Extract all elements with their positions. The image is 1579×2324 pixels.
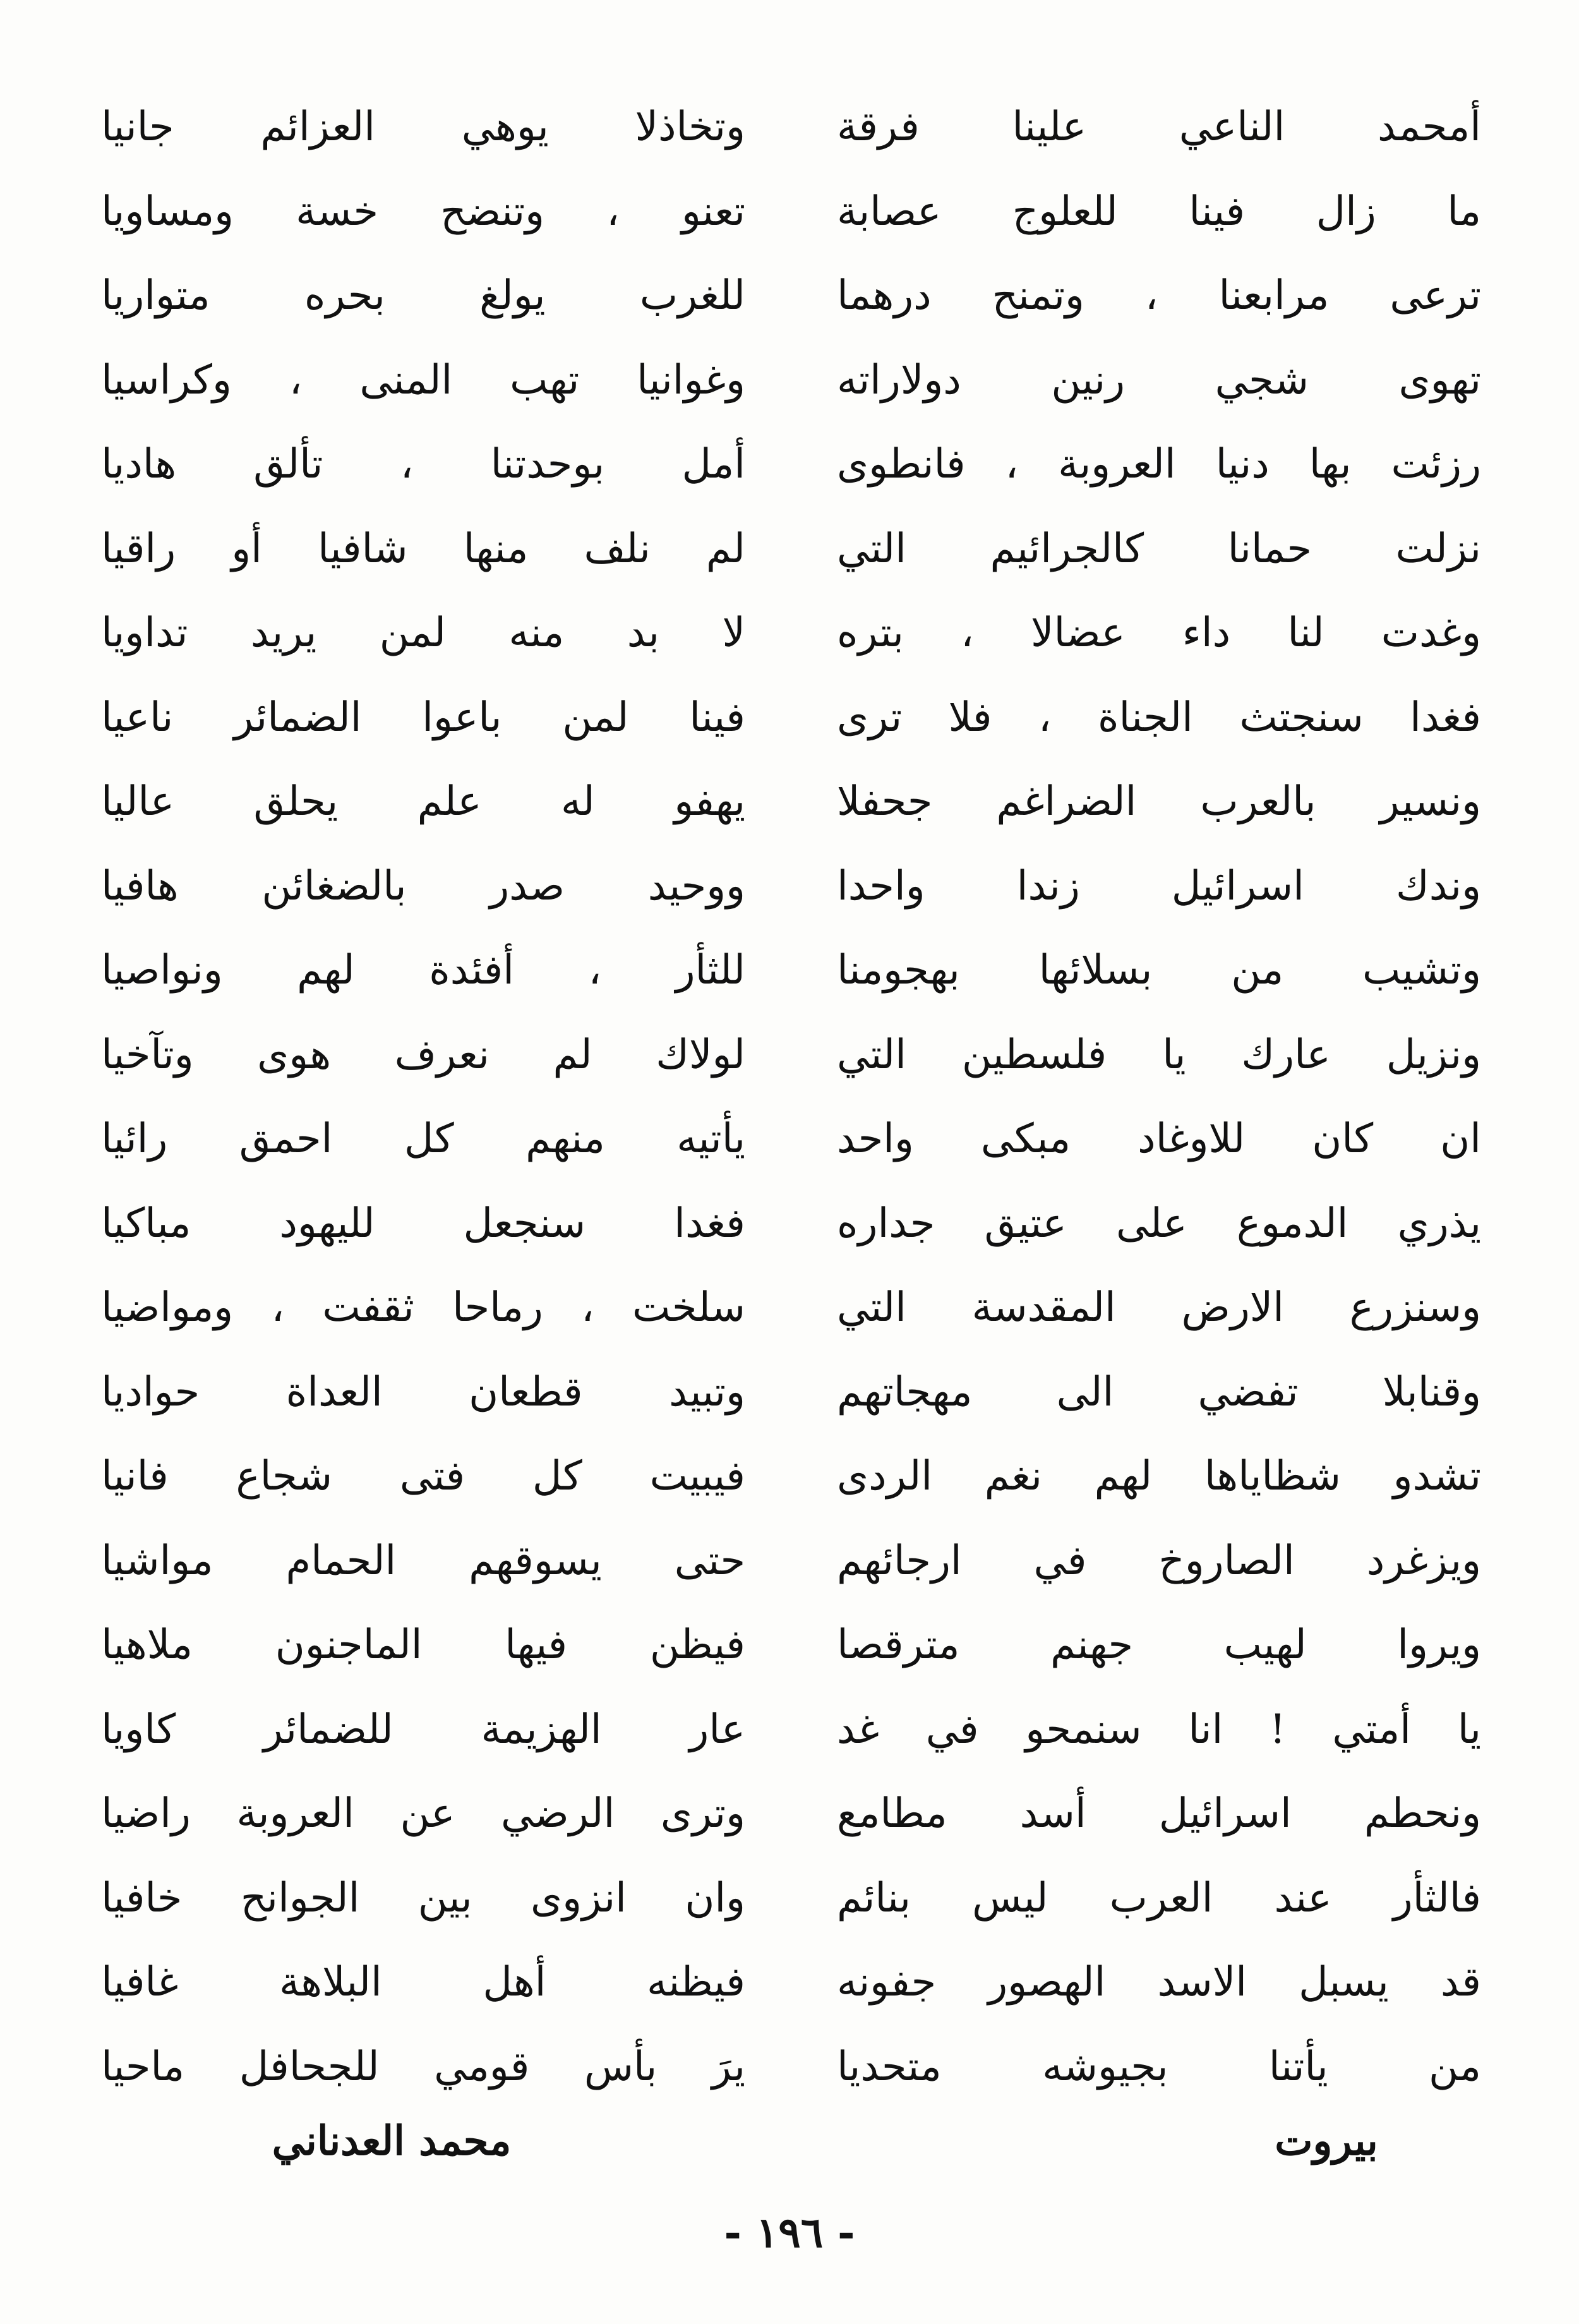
verse-line: ويروا لهيب جهنم مترقصا [837,1622,1481,1668]
verse-line: أمل بوحدتنا ، تألق هاديا [101,441,745,488]
verse-line: تشدو شظاياها لهم نغم الردى [837,1453,1481,1500]
verse-line: فيظنه أهل البلاهة غافيا [101,1959,745,2006]
verse-line: وغدت لنا داء عضالا ، بتره [837,610,1481,656]
verse-line: يأتيه منهم كل احمق رائيا [101,1116,745,1162]
verse-line: وندك اسرائيل زندا واحدا [837,862,1481,910]
place-signature: بيروت [1275,2117,1378,2165]
verse-line: يا أمتي ! انا سنمحو في غد [837,1706,1481,1753]
verse-line: حتى يسوقهم الحمام مواشيا [101,1537,745,1584]
verse-line: فالثأر عند العرب ليس بنائم [837,1874,1481,1922]
verse-line: لم نلف منها شافيا أو راقيا [101,525,745,572]
verse-line: وغوانيا تهب المنى ، وكراسيا [101,356,745,404]
verse-line: فغدا سنجعل لليهود مباكيا [101,1200,745,1247]
verse-line: فيظن فيها الماجنون ملاهيا [101,1622,745,1668]
verse-line: رزئت بها دنيا العروبة ، فانطوى [837,441,1481,488]
verse-line: يرَ بأس قومي للجحافل ماحيا [101,2043,745,2090]
verse-line: وتبيد قطعان العداة حواديا [101,1368,745,1416]
verse-line: ان كان للاوغاد مبكى واحد [837,1116,1481,1162]
author-signature: محمد العدناني [272,2117,512,2165]
verse-line: وان انزوى بين الجوانح خافيا [101,1874,745,1922]
verse-line: سلخت ، رماحا ثقفت ، ومواضيا [101,1284,745,1331]
page-number: - ١٩٦ - [724,2208,855,2257]
verse-line: من يأتنا بجيوشه متحديا [837,2043,1481,2090]
verse-line: أمحمد الناعي علينا فرقة [837,104,1481,150]
verse-line: ونحطم اسرائيل أسد مطامع [837,1790,1481,1837]
verse-line: ويزغرد الصاروخ في ارجائهم [837,1537,1481,1584]
verse-line: ونزيل عارك يا فلسطين التي [837,1031,1481,1078]
poem-column-left [101,85,745,2109]
verse-line: فينا لمن باعوا الضمائر ناعيا [101,694,745,741]
verse-line: يهفو له علم يحلق عاليا [101,778,745,825]
verse-line: تعنو ، وتنضح خسة ومساويا [101,188,745,235]
verse-line: ترعى مرابعنا ، وتمنح درهما [837,272,1481,319]
verse-line: فغدا سنجتث الجناة ، فلا ترى [837,694,1481,741]
verse-line: ما زال فينا للعلوج عصابة [837,188,1481,235]
verse-line: ونسير بالعرب الضراغم جحفلا [837,778,1481,825]
poem-column-right [837,85,1481,2109]
verse-line: للثأر ، أفئدة لهم ونواصيا [101,947,745,994]
verse-line: وقنابلا تفضي الى مهجاتهم [837,1368,1481,1416]
verse-line: وترى الرضي عن العروبة راضيا [101,1790,745,1837]
verse-line: فيبيت كل فتى شجاع فانيا [101,1453,745,1500]
verse-line: لا بد منه لمن يريد تداويا [101,610,745,656]
verse-line: عار الهزيمة للضمائر كاويا [101,1706,745,1753]
verse-line: نزلت حمانا كالجرائيم التي [837,525,1481,572]
verse-line: وسنزرع الارض المقدسة التي [837,1284,1481,1331]
verse-line: ووحيد صدر بالضغائن هافيا [101,862,745,910]
verse-line: وتخاذلا يوهي العزائم جانيا [101,104,745,150]
verse-line: قد يسبل الاسد الهصور جفونه [837,1959,1481,2006]
verse-line: تهوى شجي رنين دولاراته [837,356,1481,404]
verse-line: للغرب يولغ بحره متواريا [101,272,745,319]
verse-line: لولاك لم نعرف هوى وتآخيا [101,1031,745,1078]
verse-line: وتشيب من بسلائها بهجومنا [837,947,1481,994]
verse-line: يذري الدموع على عتيق جداره [837,1200,1481,1247]
